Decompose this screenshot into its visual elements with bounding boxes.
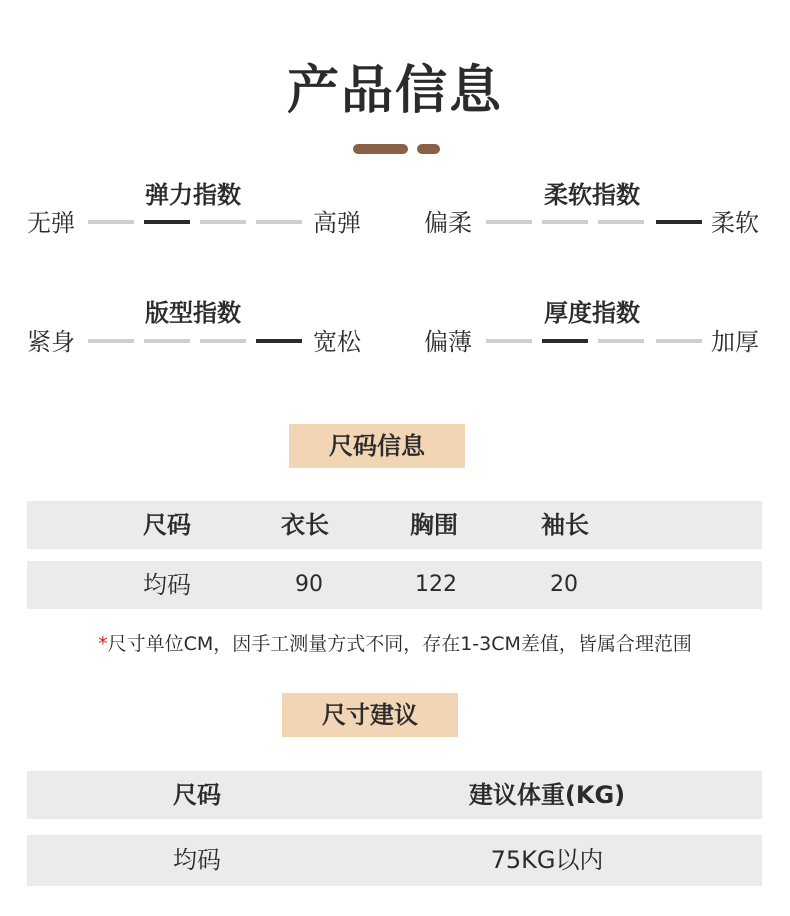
thickness-index-segment-3: [598, 339, 644, 343]
elasticity-index-min-label: 无弹: [27, 209, 75, 237]
size-info-header-size: 尺码: [143, 511, 191, 539]
size-advice-cell-size: 均码: [173, 846, 221, 874]
size-info-header-chest: 胸围: [410, 511, 458, 539]
elasticity-index-segment-3: [200, 220, 246, 224]
title-underline-long: [353, 144, 408, 154]
note-text: 尺寸单位CM，因手工测量方式不同，存在1-3CM差值，皆属合理范围: [107, 633, 692, 655]
elasticity-index-max-label: 高弹: [313, 209, 361, 237]
title-underline-short: [417, 144, 440, 154]
softness-index-max-label: 柔软: [711, 209, 759, 237]
elasticity-index-segment-4: [256, 220, 302, 224]
size-advice-header-weight: 建议体重(KG): [468, 781, 626, 809]
thickness-index-min-label: 偏薄: [424, 328, 472, 356]
fit-index-min-label: 紧身: [27, 328, 75, 356]
softness-index-segment-2: [542, 220, 588, 224]
thickness-index-segment-1: [486, 339, 532, 343]
elasticity-index-title: 弹力指数: [145, 181, 241, 209]
thickness-index-title: 厚度指数: [544, 299, 640, 327]
size-info-cell-sleeve: 20: [550, 572, 578, 597]
size-advice-header-row: [27, 771, 762, 819]
size-advice-header-size: 尺码: [173, 781, 221, 809]
measurement-note: [0, 630, 790, 658]
fit-index-segment-2: [144, 339, 190, 343]
thickness-index-segment-4: [656, 339, 702, 343]
softness-index-title: 柔软指数: [544, 181, 640, 209]
size-info-header-row: [27, 501, 762, 549]
size-info-header-sleeve: 袖长: [541, 511, 589, 539]
fit-index-max-label: 宽松: [313, 328, 361, 356]
softness-index-segment-3: [598, 220, 644, 224]
softness-index-segment-1: [486, 220, 532, 224]
thickness-index-max-label: 加厚: [711, 328, 759, 356]
thickness-index-segment-2: [542, 339, 588, 343]
size-info-label: 尺码信息: [289, 424, 465, 468]
note-asterisk: *: [98, 633, 108, 655]
size-info-data-row: [27, 561, 762, 609]
elasticity-index-segment-2: [144, 220, 190, 224]
size-info-cell-size: 均码: [143, 571, 191, 599]
size-advice-cell-weight: 75KG以内: [490, 846, 604, 874]
size-advice-data-row: [27, 835, 762, 886]
elasticity-index-segment-1: [88, 220, 134, 224]
size-info-cell-length: 90: [295, 572, 323, 597]
fit-index-segment-1: [88, 339, 134, 343]
size-advice-label: 尺寸建议: [282, 693, 458, 737]
size-info-header-length: 衣长: [281, 511, 329, 539]
fit-index-segment-4: [256, 339, 302, 343]
size-info-cell-chest: 122: [415, 572, 457, 597]
fit-index-title: 版型指数: [145, 299, 241, 327]
fit-index-segment-3: [200, 339, 246, 343]
softness-index-min-label: 偏柔: [424, 209, 472, 237]
page-title: 产品信息: [286, 61, 503, 121]
softness-index-segment-4: [656, 220, 702, 224]
